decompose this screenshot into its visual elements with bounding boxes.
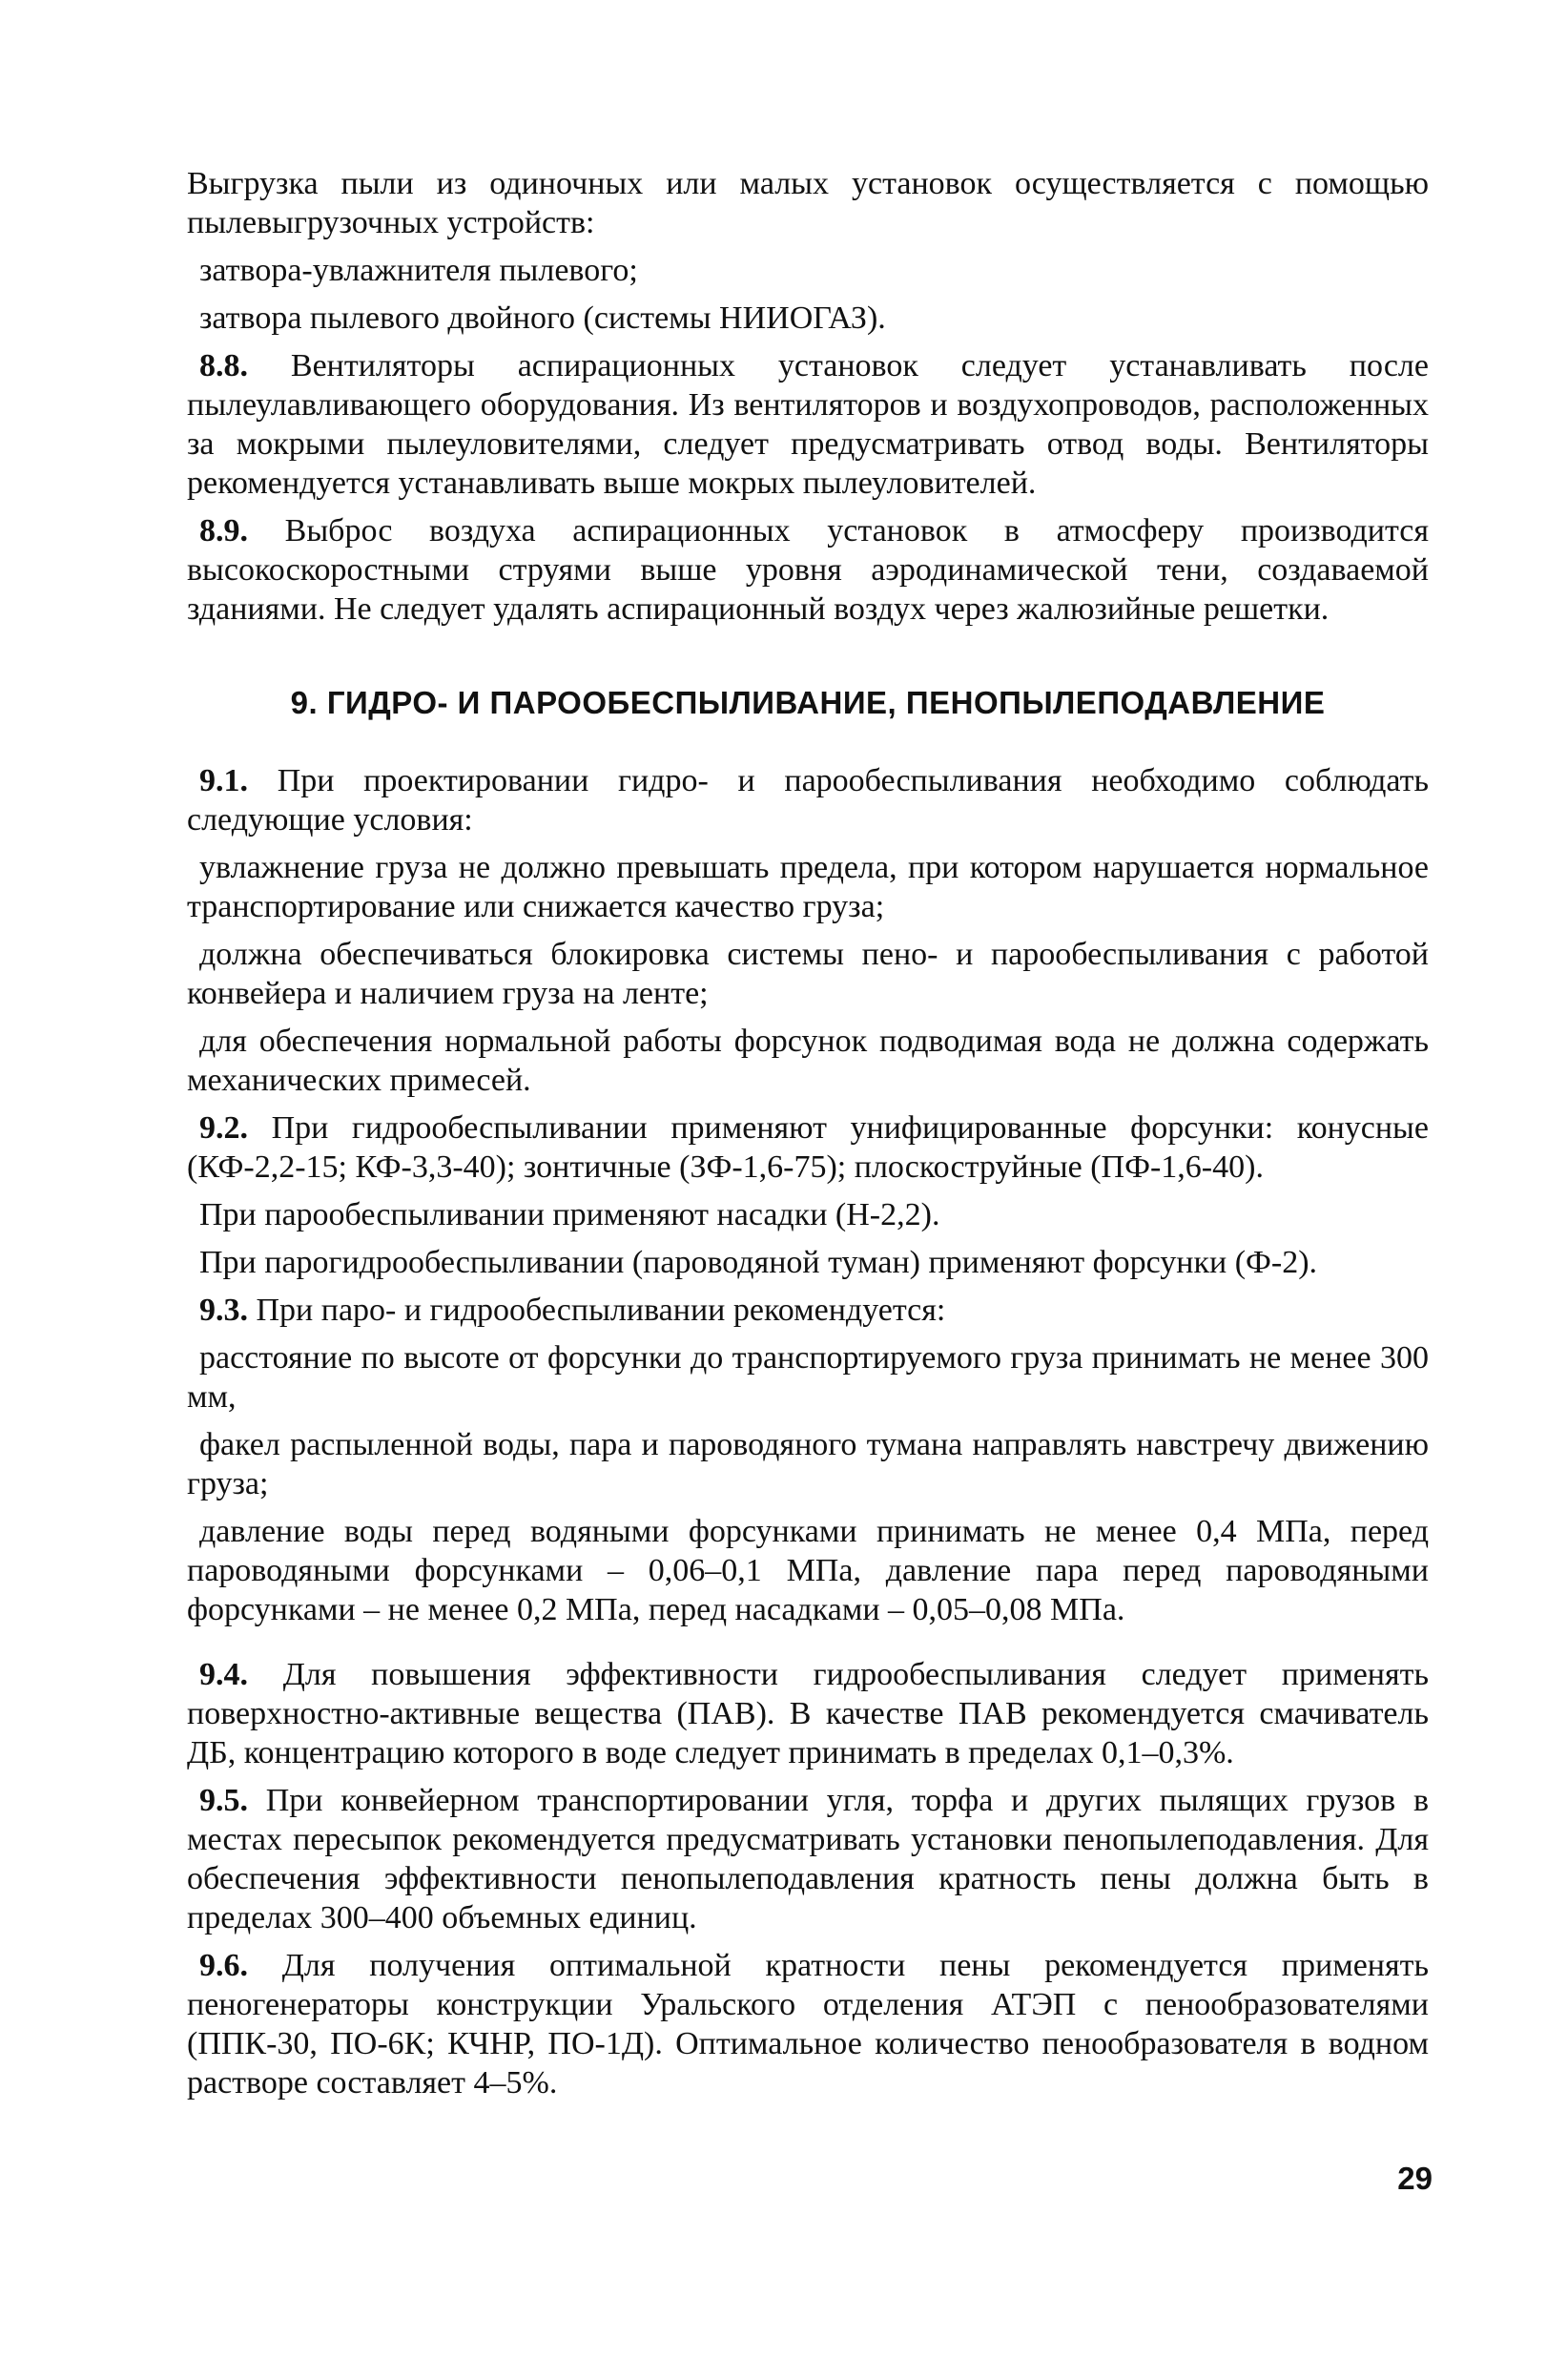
clause-text: При паро- и гидрообеспыливании рекомендуется: [248, 1293, 946, 1328]
paragraph-fog-nozzles: При парогидрообеспыливании (пароводяной туман) применяют форсунки (Ф-2). [199, 1245, 1318, 1280]
clause-number: 9.4. [199, 1657, 248, 1692]
paragraph-8-8 [187, 346, 1429, 503]
clause-text: При конвейерном транспортировании угля, торфа и других пылящих грузов в местах пересыпок рекомендуется предусматривать установки пенопылеподавления. Для обеспечения эффективности пенопылеподавления кратность пены должна быть в пределах 300–400 объемных единиц. [187, 1783, 1429, 1935]
clause-text: Вентиляторы аспирационных установок следует устанавливать после пылеулавливающего оборудования. Из вентиляторов и воздухопроводов, расположенных за мокрыми пылеуловителями, следует предусматривать отвод воды. Вентиляторы рекомендуется устанавливать выше мокрых пылеуловителей. [187, 348, 1429, 501]
paragraph-dust-unloading: Выгрузка пыли из одиночных или малых установок осуществляется с помощью пылевыгрузочных устройств: [187, 166, 1429, 240]
top-text-block [187, 164, 1429, 637]
list-item-damper-humidifier: затвора-увлажнителя пылевого; [199, 253, 638, 288]
paragraph-9-3 [187, 1291, 1429, 1330]
clause-text: Выброс воздуха аспирационных установок в атмосферу производится высокоскоростными струями выше уровня аэродинамической тени, создаваемой зданиями. Не следует удалять аспирационный воздух через жалюзийные решетки. [187, 513, 1429, 627]
section-heading: 9. ГИДРО- И ПАРООБЕСПЫЛИВАНИЕ, ПЕНОПЫЛЕПОДАВЛЕНИЕ [290, 685, 1326, 720]
list-item-distance: расстояние по высоте от форсунки до транспортируемого груза принимать не менее 300 мм, [187, 1340, 1429, 1415]
clause-text: При гидрообеспыливании применяют унифицированные форсунки: конусные (КФ-2,2-15; КФ-3,3-40); зонтичные (ЗФ-1,6-75); плоскоструйные (ПФ-1,6-40). [187, 1110, 1429, 1185]
clause-number: 9.2. [199, 1110, 248, 1146]
clause-text: Для получения оптимальной кратности пены рекомендуется применять пеногенераторы конструкции Уральского отделения АТЭП с пенообразователями (ППК-30, ПО-6К; КЧНР, ПО-1Д). Оптимальное количество пенообразователя в водном растворе составляет 4–5%. [187, 1948, 1429, 2101]
clause-number: 8.9. [199, 513, 248, 548]
clause-number: 9.5. [199, 1783, 248, 1818]
list-item-pressure: давление воды перед водяными форсунками принимать не менее 0,4 МПа, перед пароводяными форсунками – 0,06–0,1 МПа, давление пара перед пароводяными форсунками – не менее 0,2 МПа, перед насадками – 0,05–0,08 МПа. [187, 1514, 1429, 1627]
paragraph-9-1 [187, 761, 1429, 839]
list-item-interlock: должна обеспечиваться блокировка системы пено- и парообеспыливания с работой конвейера и наличием груза на ленте; [187, 937, 1429, 1011]
clause-number: 9.3. [199, 1293, 248, 1328]
clause-text: При проектировании гидро- и парообеспыливания необходимо соблюдать следующие условия: [187, 763, 1429, 838]
clause-number: 9.1. [199, 763, 248, 798]
list-item-humidification: увлажнение груза не должно превышать предела, при котором нарушается нормальное транспортирование или снижается качество груза; [187, 850, 1429, 924]
paragraph-9-6 [187, 1946, 1429, 2102]
paragraph-steam-nozzles: При парообеспыливании применяют насадки (Н-2,2). [199, 1197, 940, 1232]
list-item-spray-direction: факел распыленной воды, пара и пароводяного тумана направлять навстречу движению груза; [187, 1427, 1429, 1501]
paragraph-9-5 [187, 1781, 1429, 1937]
clause-number: 9.6. [199, 1948, 248, 1983]
list-item-double-damper: затвора пылевого двойного (системы НИИОГАЗ). [199, 300, 886, 336]
paragraph-9-2 [187, 1108, 1429, 1187]
paragraph-9-4 [187, 1655, 1429, 1772]
list-item-water-purity: для обеспечения нормальной работы форсунок подводимая вода не должна содержать механических примесей. [187, 1024, 1429, 1098]
section-9-text-block [187, 761, 1429, 2111]
page-number: 29 [1397, 2161, 1433, 2196]
clause-text: Для повышения эффективности гидрообеспыливания следует применять поверхностно-активные вещества (ПАВ). В качестве ПАВ рекомендуется смачиватель ДБ, концентрацию которого в воде следует принимать в пределах 0,1–0,3%. [187, 1657, 1429, 1770]
paragraph-8-9 [187, 511, 1429, 629]
clause-number: 8.8. [199, 348, 248, 383]
